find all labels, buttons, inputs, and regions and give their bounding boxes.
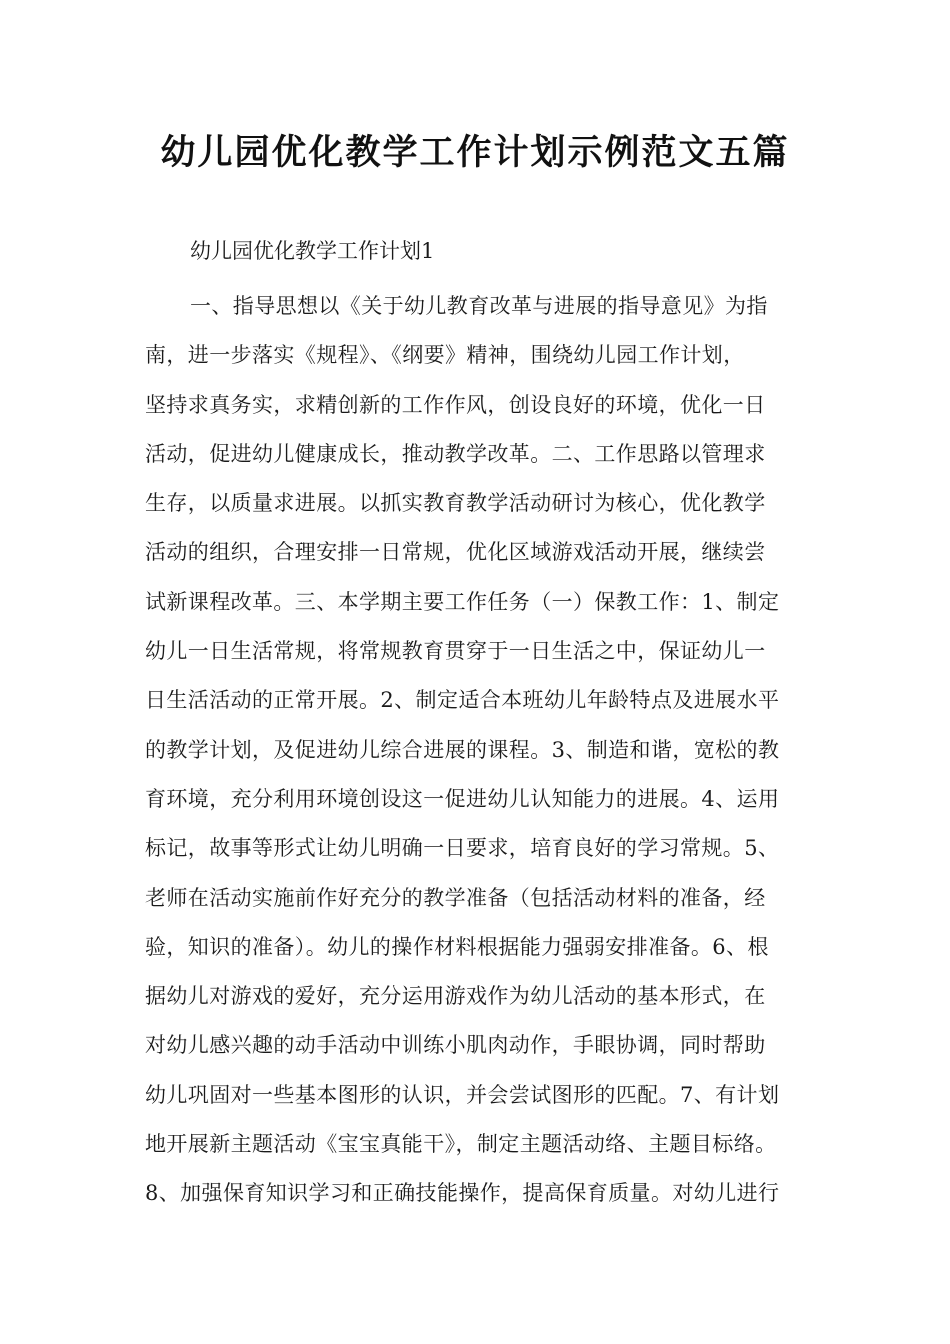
text-line: 8、加强保育知识学习和正确技能操作，提高保育质量。对幼儿进行 <box>145 1181 780 1206</box>
text-line: 坚持求真务实，求精创新的工作作风，创设良好的环境，优化一日 <box>145 392 766 417</box>
text-line: 活动的组织，合理安排一日常规，优化区域游戏活动开展，继续尝 <box>145 540 766 565</box>
text-line: 幼儿一日生活常规，将常规教育贯穿于一日生活之中，保证幼儿一 <box>145 639 766 664</box>
text-line: 对幼儿感兴趣的动手活动中训练小肌肉动作，手眼协调，同时帮助 <box>145 1033 766 1058</box>
text-line: 据幼儿对游戏的爱好，充分运用游戏作为幼儿活动的基本形式，在 <box>145 984 766 1009</box>
text-line: 一、指导思想以《关于幼儿教育改革与进展的指导意见》为指 <box>190 294 768 318</box>
body-text <box>145 282 825 1219</box>
text-line: 验，知识的准备）。幼儿的操作材料根据能力强弱安排准备。6、根 <box>145 934 769 959</box>
text-line: 育环境，充分利用环境创设这一促进幼儿认知能力的进展。4、运用 <box>145 786 780 811</box>
section-heading: 幼儿园优化教学工作计划1 <box>190 239 435 263</box>
text-line: 活动，促进幼儿健康成长，推动教学改革。二、工作思路以管理求 <box>145 441 766 466</box>
text-line: 日生活活动的正常开展。2、制定适合本班幼儿年龄特点及进展水平 <box>145 688 780 713</box>
text-line: 老师在活动实施前作好充分的教学准备（包括活动材料的准备，经 <box>145 885 766 910</box>
text-line: 南，进一步落实《规程》、《纲要》精神，围绕幼儿园工作计划， <box>145 343 745 368</box>
text-line: 试新课程改革。三、本学期主要工作任务（一）保教工作：1、制定 <box>145 589 780 614</box>
text-line: 地开展新主题活动《宝宝真能干》，制定主题活动络、主题目标络。 <box>145 1132 777 1157</box>
document-title: 幼儿园优化教学工作计划示例范文五篇 <box>160 133 790 173</box>
text-line: 生存，以质量求进展。以抓实教育教学活动研讨为核心，优化教学 <box>145 491 766 516</box>
text-line: 幼儿巩固对一些基本图形的认识，并会尝试图形的匹配。7、有计划 <box>145 1082 780 1107</box>
text-line: 的教学计划，及促进幼儿综合进展的课程。3、制造和谐，宽松的教 <box>145 737 780 762</box>
text-line: 标记，故事等形式让幼儿明确一日要求，培育良好的学习常规。5、 <box>145 836 780 861</box>
